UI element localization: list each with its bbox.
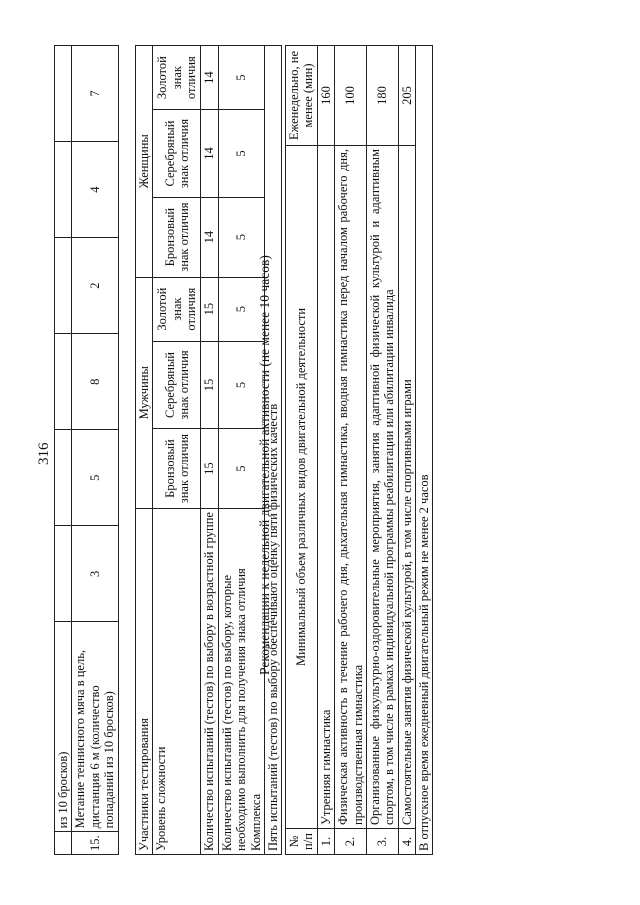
cell-value: 5 bbox=[218, 429, 264, 509]
women-header: Женщины bbox=[136, 46, 153, 278]
cell-value: 5 bbox=[218, 110, 264, 197]
row-value: 160 bbox=[317, 46, 334, 146]
row-value: 100 bbox=[335, 46, 367, 146]
row-number: 2. bbox=[335, 829, 367, 855]
badge-header: Золотой знак отличия bbox=[153, 277, 201, 341]
table-row bbox=[55, 46, 72, 855]
table-row bbox=[416, 46, 433, 855]
cell-text: из 10 бросков) bbox=[55, 622, 72, 832]
cell-value: 5 bbox=[218, 197, 264, 277]
badge-header: Серебряный знак отличия bbox=[153, 110, 201, 197]
cell-value: 14 bbox=[201, 197, 218, 277]
row-text: Физическая активность в течение рабочего дня, дыхательная гимнастика, вводная гимнастика перед началом рабочего дня, производственная гимнастика bbox=[335, 146, 367, 829]
recommendations-title: Рекомендации к недельной двигательной активности (не менее 10 часов) bbox=[257, 255, 272, 675]
tests-table-fragment bbox=[54, 45, 119, 855]
cell-value: 15 bbox=[201, 277, 218, 341]
table-row bbox=[136, 46, 153, 855]
row-text: Организованные физкультурно-оздоровительные мероприятия, занятия адаптивной физической культурой и адаптивным спортом, в том числе в рамках индивидуальной программы реабилитации или абилитации инвалида bbox=[366, 146, 398, 829]
table-row bbox=[317, 46, 334, 855]
cell-value: 4 bbox=[72, 142, 118, 238]
cell-value: 14 bbox=[201, 110, 218, 197]
header-num: № п/п bbox=[286, 829, 318, 855]
badge-header: Серебряный знак отличия bbox=[153, 341, 201, 428]
table-row bbox=[366, 46, 398, 855]
vacation-note: В отпускное время ежедневный двигательный режим не менее 2 часов bbox=[416, 46, 433, 855]
cell-value: 5 bbox=[218, 341, 264, 428]
participants-label: Участники тестирования bbox=[136, 509, 153, 855]
row-number: 1. bbox=[317, 829, 334, 855]
cell-value: 15 bbox=[201, 341, 218, 428]
row-number: 15. bbox=[72, 832, 118, 855]
cell-value: 2 bbox=[72, 238, 118, 334]
cell-value: 5 bbox=[218, 46, 264, 110]
page-number: 316 bbox=[36, 442, 52, 465]
table-row bbox=[335, 46, 367, 855]
header-weekly: Еженедельно, не менее (мин) bbox=[286, 46, 318, 146]
cell-value: 5 bbox=[218, 277, 264, 341]
cell-value: 7 bbox=[72, 46, 118, 142]
table-row bbox=[201, 46, 218, 855]
badge-header: Золотой знак отличия bbox=[153, 46, 201, 110]
row-number: 4. bbox=[398, 829, 415, 855]
row-number: 3. bbox=[366, 829, 398, 855]
table-row bbox=[286, 46, 318, 855]
row-text: Утренняя гимнастика bbox=[317, 146, 334, 829]
row-label: Количество испытаний (тестов) по выбору в возрастной группе bbox=[201, 509, 218, 855]
table-row bbox=[398, 46, 415, 855]
cell-text: Метание теннисного мяча в цель, дистанция 6 м (количество попаданий из 10 бросков) bbox=[72, 622, 118, 832]
difficulty-label: Уровень сложности bbox=[153, 509, 201, 855]
men-header: Мужчины bbox=[136, 277, 153, 508]
row-value: 180 bbox=[366, 46, 398, 146]
row-text: Самостоятельные занятия физической культурой, в том числе спортивными играми bbox=[398, 146, 415, 829]
badge-header: Бронзовый знак отличия bbox=[153, 429, 201, 509]
cell-value: 15 bbox=[201, 429, 218, 509]
cell-value: 5 bbox=[72, 430, 118, 526]
table-row bbox=[153, 46, 201, 855]
cell-value: 14 bbox=[201, 46, 218, 110]
row-value: 205 bbox=[398, 46, 415, 146]
cell-value: 3 bbox=[72, 526, 118, 622]
badge-header: Бронзовый знак отличия bbox=[153, 197, 201, 277]
row-label: Количество испытаний (тестов) по выбору, которые необходимо выполнить для получения знака отличия Комплекса bbox=[218, 509, 264, 855]
summary-footnote: Пять испытаний (тестов) по выбору обеспечивают оценку пяти физических качеств bbox=[264, 46, 281, 855]
table-row bbox=[72, 46, 118, 855]
recommendations-table bbox=[285, 45, 433, 855]
cell-value: 8 bbox=[72, 334, 118, 430]
header-activity: Минимальный объем различных видов двигательной деятельности bbox=[286, 146, 318, 829]
